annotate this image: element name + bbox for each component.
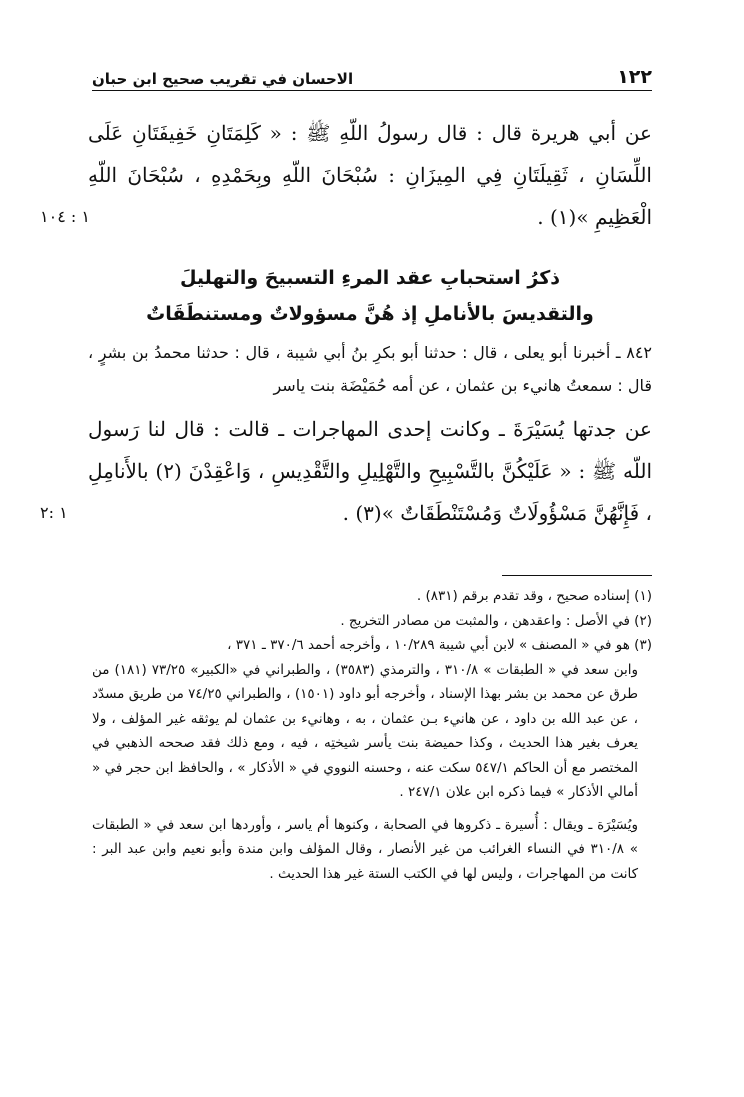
matn-body: عن جدتها يُسَيْرَةَ ـ وكانت إحدى المهاجرات ـ قالت : قال لنا رَسول اللّه ﷺ : « عَلَيْكُنَّ بالتَّسْبِيحِ والتَّهْلِيلِ والتَّقْدِيسِ ، وَاعْقِدْنَ (٢) بالأَنامِلِ ، فَإِنَّهُنَّ مَسْؤُولَاتٌ وَمُسْتَنْطَقَاتٌ »(٣) . — [88, 417, 653, 525]
chapter-heading-line-1: ذكرُ استحبابِ عقد المرءِ التسبيحَ والتهليلَ — [179, 267, 561, 289]
page-number: ١٢٢ — [617, 66, 652, 88]
matn-reference: ١ :٢ — [40, 503, 68, 522]
footnote-1: (١) إسناده صحيح ، وقد تقدم برقم (٨٣١) . — [416, 588, 652, 604]
hadith-reference: ١ : ١٠٤ — [40, 207, 90, 226]
footnote-3-paragraph: ويُسَيْرَة ـ ويقال : أُسيرة ـ ذكروها في الصحابة ، وكنوها أم ياسر ، وأوردها ابن سعد في « الطبقات » ٣١٠/٨ في النساء الغرائب من غير الأنصار ، وقال المؤلف وابن مندة وأبو نعيم وابن عبد البر : كانت من المهاجرات ، وليس لها في الكتب الستة غير هذا الحديث . — [92, 816, 638, 882]
hadith-matn — [40, 408, 653, 534]
footnote-divider — [502, 575, 652, 576]
hadith-text — [40, 112, 652, 238]
hadith-body: عن أبي هريرة قال : قال رسولُ اللّهِ ﷺ : « كَلِمَتَانِ خَفِيفَتَانِ عَلَى اللِّسَانِ ، ثَقِيلَتَانِ فِي المِيزَانِ : سُبْحَانَ اللّهِ وبِحَمْدِهِ ، سُبْحَانَ اللّهِ الْعَظِيمِ »(١) . — [88, 121, 652, 229]
main-text — [40, 112, 653, 534]
running-header — [92, 62, 652, 91]
book-title: الاحسان في تقريب صحيح ابن حبان — [92, 70, 354, 88]
footnote-3-first-line: (٣) هو في « المصنف » لابن أبي شيبة ١٠/٢٨٩ ، وأخرجه أحمد ٣٧٠/٦ ـ ٣٧١ ، — [227, 637, 652, 653]
footnotes — [92, 584, 652, 886]
chapter-heading-line-2: والتقديسَ بالأناملِ إذ هُنَّ مسؤولاتٌ ومستنطَقَاتٌ — [146, 303, 594, 325]
footnote-2: (٢) في الأصل : واعقدهن ، والمثبت من مصادر التخريج . — [340, 612, 652, 629]
isnad-text: ٨٤٢ ـ أخبرنا أبو يعلى ، قال : حدثنا أبو بكرِ بنُ أبي شيبة ، قال : حدثنا محمدُ بن بشرٍ ، قال : سمعتُ هانيء بن عثمان ، عن أمه حُمَيْضَة بنت ياسر — [88, 343, 652, 395]
chapter-heading — [88, 260, 652, 332]
footnote-3-continuation: وابن سعد في « الطبقات » ٣١٠/٨ ، والترمذي (٣٥٨٣) ، والطبراني في «الكبير» ٧٣/٢٥ (١٨١) من طرق عن محمد بن بشر بهذا الإسناد ، وأخرجه أبو داود (١٥٠١) ، والطبراني ٧٤/٢٥ من طريق مسدّد ، عن عبد الله بن داود ، عن هانيء بـن عثمان ، به ، وهانيء بن عثمان لم يوثقه غير المؤلف ، ولا يعرف بغير هذا الحديث ، وكذا حميضة بنت يأسر شيختِه ، فيه ، ومع ذلك فقد صححه الذهبي في المختصر مع أن الحاكم ٥٤٧/١ سكت عنه ، وحسنه النووي في « الأذكار » ، والحافظ ابن حجر في « أمالي الأذكار » فيما ذكره ابن علان ٢٤٧/١ . — [92, 661, 639, 800]
